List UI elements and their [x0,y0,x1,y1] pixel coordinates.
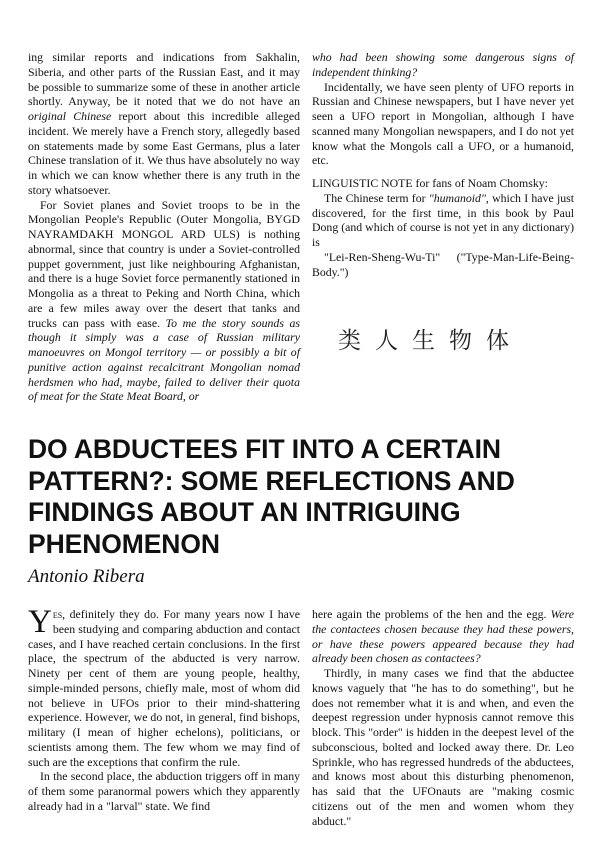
chinese-characters: 类人生物体 [338,328,523,354]
small-caps: es, [52,607,66,621]
article-headline: DO ABDUCTEES FIT INTO A CERTAIN PATTERN?: SOME REFLECTIONS AND FINDINGS ABOUT AN INTRIGUING PHENOMENON [28,434,515,559]
chinese-term-romanization: "Lei-Ren-Sheng-Wu-Ti" ("Type-Man-Life-Being-Body.") [312,249,574,279]
paragraph: For Soviet planes and Soviet troops to be in the Mongolian People's Republic (Outer Mongolia, BYGD NAYRAMDAKH MONGOL ARD ULS) is nothing abnormal, since that country is under a Soviet-controlled puppet government, just like neighbouring Afghanistan, and there is a huge Soviet force permanently stationed in Mongolia as a threat to Peking and North China, which are a few miles away over the desert that tanks and trucks can pass with ease. To me the story sounds as though it simply was a case of Russian military manoeuvres on Mongol territory — or possibly a bit of punitive action against recalcitrant Mongolian nomad herdsmen who had, maybe, failed to deliver their quota of meat for the State Meat Board, or [28,197,300,404]
paragraph: The Chinese term for "humanoid", which I have just discovered, for the first time, in this book by Paul Dong (and which of course is not yet in any dictionary) is [312,190,574,249]
bottom-right-column [312,607,574,828]
drop-cap: Y [28,604,52,640]
paragraph: ing similar reports and indications from Sakhalin, Siberia, and other parts of the Russian East, and it may be possible to summarize some of these in another article shortly. Anyway, be it noted that we do not have an original Chinese report about this incredible alleged incident. We merely have a French story, allegedly based on statements made by some East Germans, plus a later Chinese translation of it. We thus have absolutely no way in which we can know whether there is any truth in the story whatsoever. [28,50,300,197]
emphasis: "humanoid" [428,190,486,205]
article-author: Antonio Ribera [28,566,145,587]
emphasis: To me the story sounds as though it simply was a case of Russian military manoeuvres on Mongol territory — or possibly a bit of punitive action against recalcitrant Mongolian nomad herdsmen who had, maybe, failed to deliver their quota of meat for the State Meat Board, or [28,315,300,404]
emphasis: original Chinese [28,109,112,123]
bottom-left-column [28,604,300,814]
paragraph: In the second place, the abduction triggers off in many of them some paranormal powers which they apparently already had in a "larval" state. We find [28,769,300,813]
emphasis: Were the contactees chosen because they had these powers, or have these powers appeared because they had already been chosen as contactees? [312,607,574,666]
paragraph: Incidentally, we have seen plenty of UFO reports in Russian and Chinese newspapers, but I have never yet seen a UFO report in Mongolian, although I have scanned many Mongolian newspapers, and I do not yet know what the Mongols call a UFO, or a humanoid, etc. [312,79,574,168]
paragraph: Thirdly, in many cases we find that the abductee knows vaguely that "he has to do something", but he does not remember what it is and when, and even the deepest regression under hypnosis cannot remove this block. This "order" is hidden in the deepest level of the subconscious, bolted and locked away there. Dr. Leo Sprinkle, who has regressed hundreds of the abductees, and knows most about this disturbing phenomenon, has said that the UFOnauts are "making cosmic citizens out of the men and women whom they abduct." [312,666,574,828]
paragraph [312,50,574,80]
linguistic-note-heading: LINGUISTIC NOTE for fans of Noam Chomsky: [312,176,548,190]
paragraph: Yes, definitely they do. For many years now I have been studying and comparing abduction and contact cases, and I have reached certain conclusions. In the first place, the spectrum of the abducted is very narrow. Ninety per cent of them are young people, healthy, simple-minded persons, chiefly male, most of whom did not believe in UFOs prior to their mind-shattering experience. However, we do not, in general, find bishops, military (I mean of higher echelons), politicians, or scientists among them. The few whom we may find of such are the exceptions that confirm the rule. [28,604,300,769]
top-right-column [312,50,574,279]
paragraph: here again the problems of the hen and the egg. Were the contactees chosen because they had these powers, or have these powers appeared because they had already been chosen as contactees? [312,607,574,666]
top-left-column [28,50,300,404]
emphasis: who had been showing some dangerous signs of independent thinking? [312,50,574,79]
